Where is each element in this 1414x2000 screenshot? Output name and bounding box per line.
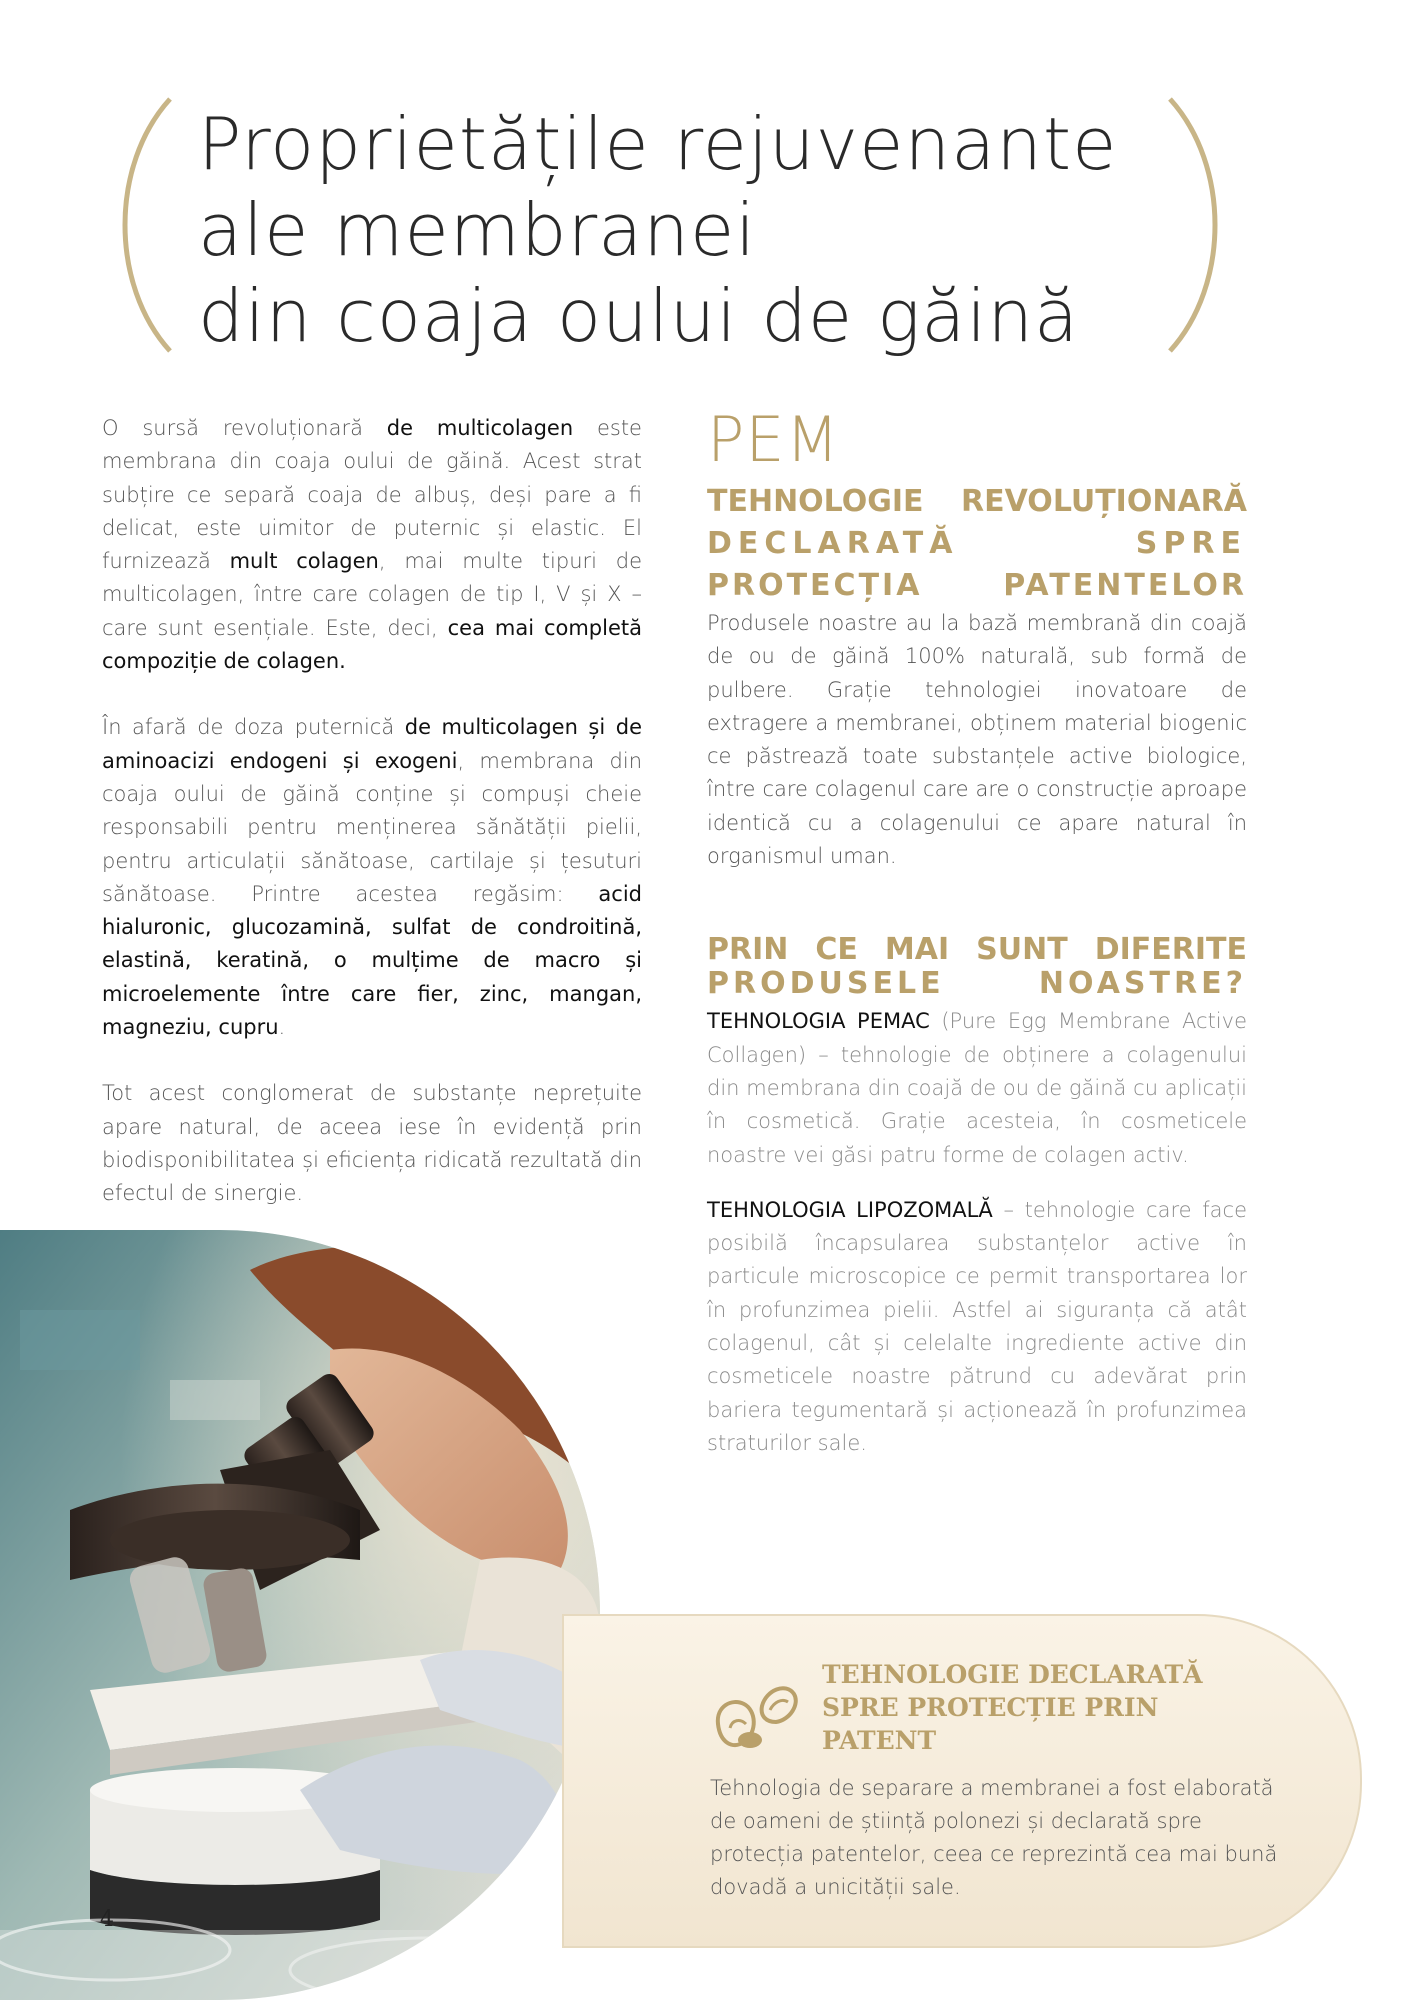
text-run: este membrana din coaja oului de găină. Acest strat subțire ce separă coaja de albuș, deși pare a fi delicat, este uimitor de puternic și elastic. El furnizează <box>102 416 642 574</box>
title-block <box>100 95 1240 358</box>
title-line-2: ale membranei <box>198 188 757 272</box>
bold-text-run: mult colagen <box>229 549 379 574</box>
microscope-photo <box>0 1230 600 2000</box>
right-column <box>707 405 1247 1460</box>
eggshell-icon <box>710 1676 800 1756</box>
heading-revolutionary-line-3: PROTECȚIA PATENTELOR <box>707 568 1247 603</box>
bold-text-run: cea mai completă compoziție de colagen. <box>102 615 642 674</box>
heading-differences-line-2: PRODUSELE NOASTRE? <box>707 966 1247 1002</box>
differences-section <box>707 933 1247 1460</box>
page-title <box>198 101 1117 359</box>
text-run: , mai multe tipuri de multicolagen, între care colagen de tip I, V și X – care sunt esențiale. Este, deci, <box>102 549 642 640</box>
bold-text-run: acid hialuronic, glucozamină, sulfat de condroitină, elastină, keratină, o mulțime de macro și microelemente între care fier, zinc, mangan, magneziu, cupru <box>102 881 642 1040</box>
title-line-3: din coaja oului de găină <box>198 274 1080 358</box>
text-run: În afară de doza puternică <box>102 715 405 740</box>
title-line-1: Proprietățile rejuvenante <box>198 102 1118 186</box>
heading-differences-line-1: PRIN CE MAI SUNT DIFERITE <box>707 932 1247 968</box>
microscope-scientist-illustration <box>0 1230 600 2000</box>
liposomal-label: TEHNOLOGIA LIPOZOMALĂ <box>707 1197 993 1222</box>
left-column-text <box>102 412 642 1244</box>
heading-revolutionary-line-1: TEHNOLOGIE REVOLUȚIONARĂ <box>707 484 1247 519</box>
liposomal-text: – tehnologie care face posibilă încapsularea substanțelor active în particule microscopice ce permit transportarea lor în profunzimea pielii. Astfel ai siguranța că atât colagenul, cât și celelalte ingrediente active din cosmeticele noastre pătrund cu adevărat prin bariera tegumentară și acționează în profunzimea straturilor sale. <box>707 1197 1247 1455</box>
patent-info-card <box>562 1614 1362 1948</box>
patent-title: TEHNOLOGIE DECLARATĂ SPRE PROTECȚIE PRIN PATENT <box>822 1660 1203 1755</box>
heading-revolutionary-line-2: DECLARATĂ SPRE <box>707 526 1247 561</box>
paragraph-multicollagen-source <box>102 412 642 678</box>
pemac-paragraph <box>707 1005 1247 1171</box>
bold-text-run: de multicolagen <box>386 416 574 440</box>
left-parenthesis-decoration <box>100 95 180 355</box>
bold-text-run: de multicolagen și de aminoacizi endogeni și exogeni <box>102 715 642 773</box>
pem-heading: PEM <box>707 403 841 476</box>
text-run: O sursă revoluționară <box>102 416 387 440</box>
right-parenthesis-decoration <box>1160 95 1240 355</box>
pemac-label: TEHNOLOGIA PEMAC <box>707 1009 930 1034</box>
patent-description: Tehnologia de separare a membranei a fost elaborată de oameni de știință polonezi și declarată spre protecția patentelor, ceea ce reprezintă cea mai bună dovadă a unicității sale. <box>710 1776 1278 1899</box>
page-number: 4 <box>100 1907 114 1932</box>
paragraph-compounds <box>102 711 642 1044</box>
liposomal-paragraph <box>707 1194 1247 1460</box>
pemac-text: (Pure Egg Membrane Active Collagen) – tehnologie de obținere a colagenului din membrana din coajă de ou de găină cu aplicații în cosmetică. Grație acesteia, în cosmeticele noastre vei găsi patru forme de colagen activ. <box>707 1009 1247 1167</box>
paragraph-synergy: Tot acest conglomerat de substanțe neprețuite apare natural, de aceea iese în evidență prin biodisponibilitatea și eficiența ridicată rezultată din efectul de sinergie. <box>102 1081 642 1206</box>
text-run: , membrana din coaja oului de găină conține și compuși cheie responsabili pentru menținerea sănătății pielii, pentru articulații sănătoase, cartilaje și țesuturi sănătoase. Printre acestea regăsim: <box>102 748 642 906</box>
text-run: . <box>278 1015 286 1040</box>
pem-description: Produsele noastre au la bază membrană din coajă de ou de găină 100% naturală, sub formă de pulbere. Grație tehnologiei inovatoare de extragere a membranei, obținem material biogenic ce păstrează toate substanțele active biologice, între care colagenul care are o construcție aproape identică cu a colagenului ce apare natural în organismul uman. <box>707 611 1247 869</box>
